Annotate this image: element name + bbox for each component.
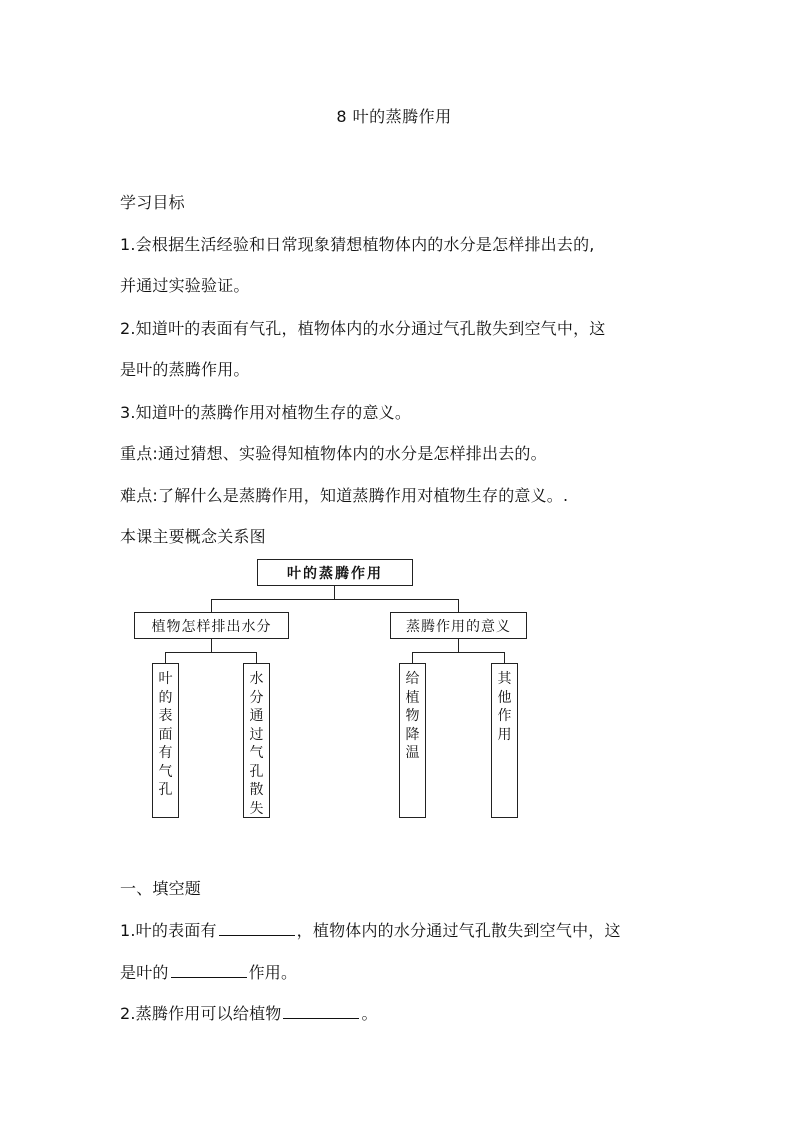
connector (412, 652, 505, 653)
concept-leaf-char: 其 (497, 671, 512, 687)
concept-leaf-box (152, 663, 179, 818)
concept-root-box: 叶的蒸腾作用 (257, 559, 413, 586)
concept-leaf-text (244, 670, 269, 818)
goal-line-5: 3.知道叶的蒸腾作用对植物生存的意义。 (120, 403, 412, 422)
page-title (0, 104, 794, 127)
concept-leaf-char: 用 (497, 726, 512, 743)
concept-leaf-char: 有 (158, 745, 173, 761)
connector (458, 599, 459, 613)
concept-leaf-char: 作 (497, 708, 512, 724)
concept-leaf-char: 面 (158, 726, 173, 743)
concept-leaf-char: 气 (158, 763, 173, 780)
exercise-heading: 一、填空题 (120, 879, 202, 898)
concept-leaf-char: 失 (249, 800, 264, 817)
connector (412, 652, 413, 664)
concept-leaf-box (243, 663, 270, 818)
concept-leaf-char: 气 (249, 745, 264, 761)
connector (256, 652, 257, 664)
difficult-point: 难点:了解什么是蒸腾作用，知道蒸腾作用对植物生存的意义。. (120, 486, 569, 505)
concept-leaf-char: 的 (158, 689, 173, 706)
answer-blank[interactable] (171, 963, 247, 978)
goal-line-1: 1.会根据生活经验和日常现象猜想植物体内的水分是怎样排出去的, (120, 235, 595, 254)
concept-leaf-char: 过 (249, 726, 264, 743)
goal-line-3: 2.知道叶的表面有气孔，植物体内的水分通过气孔散失到空气中，这 (120, 319, 606, 338)
question-text: 1.叶的表面有 (120, 921, 217, 940)
concept-leaf-char: 物 (405, 708, 420, 724)
connector (334, 586, 335, 600)
key-point: 重点:通过猜想、实验得知植物体内的水分是怎样排出去的。 (120, 444, 547, 463)
concept-leaf-text (492, 670, 517, 744)
connector (211, 639, 212, 653)
connector (211, 599, 212, 613)
question-text: ，植物体内的水分通过气孔散失到空气中，这 (296, 921, 621, 940)
concept-leaf-char: 温 (405, 745, 420, 761)
connector (165, 652, 257, 653)
question-text: 2.蒸腾作用可以给植物 (120, 1004, 282, 1023)
exercise-question-2 (120, 1001, 378, 1024)
connector (458, 639, 459, 653)
concept-leaf-char: 表 (158, 708, 173, 724)
concept-leaf-box (399, 663, 426, 818)
connector (165, 652, 166, 664)
question-text: 。 (361, 1004, 378, 1023)
answer-blank[interactable] (283, 1004, 359, 1019)
concept-leaf-char: 降 (405, 726, 420, 743)
concept-leaf-box (491, 663, 518, 818)
concept-branch-box: 蒸腾作用的意义 (390, 612, 527, 639)
exercise-question-1 (120, 918, 621, 941)
concept-leaf-char: 他 (497, 689, 512, 706)
section-heading-goals: 学习目标 (120, 193, 185, 212)
concept-leaf-char: 植 (405, 689, 420, 706)
concept-map-heading: 本课主要概念关系图 (120, 527, 266, 546)
concept-leaf-char: 通 (249, 708, 264, 724)
question-text: 是叶的 (120, 963, 169, 982)
concept-leaf-text (153, 670, 178, 800)
connector (504, 652, 505, 664)
goal-line-4: 是叶的蒸腾作用。 (120, 360, 250, 379)
goal-line-2: 并通过实验验证。 (120, 276, 250, 295)
connector (211, 599, 459, 600)
page-title-text: 8 叶的蒸腾作用 (336, 107, 452, 126)
concept-leaf-char: 散 (249, 782, 264, 798)
concept-leaf-char: 水 (249, 671, 264, 687)
answer-blank[interactable] (219, 921, 295, 936)
concept-leaf-char: 分 (249, 689, 264, 706)
concept-leaf-char: 孔 (249, 763, 264, 780)
concept-branch-box: 植物怎样排出水分 (134, 612, 289, 639)
exercise-question-1-cont (120, 960, 297, 983)
concept-leaf-char: 叶 (158, 671, 173, 687)
question-text: 作用。 (248, 963, 298, 982)
concept-leaf-char: 给 (405, 671, 420, 687)
concept-leaf-text (400, 670, 425, 763)
concept-leaf-char: 孔 (158, 782, 173, 798)
